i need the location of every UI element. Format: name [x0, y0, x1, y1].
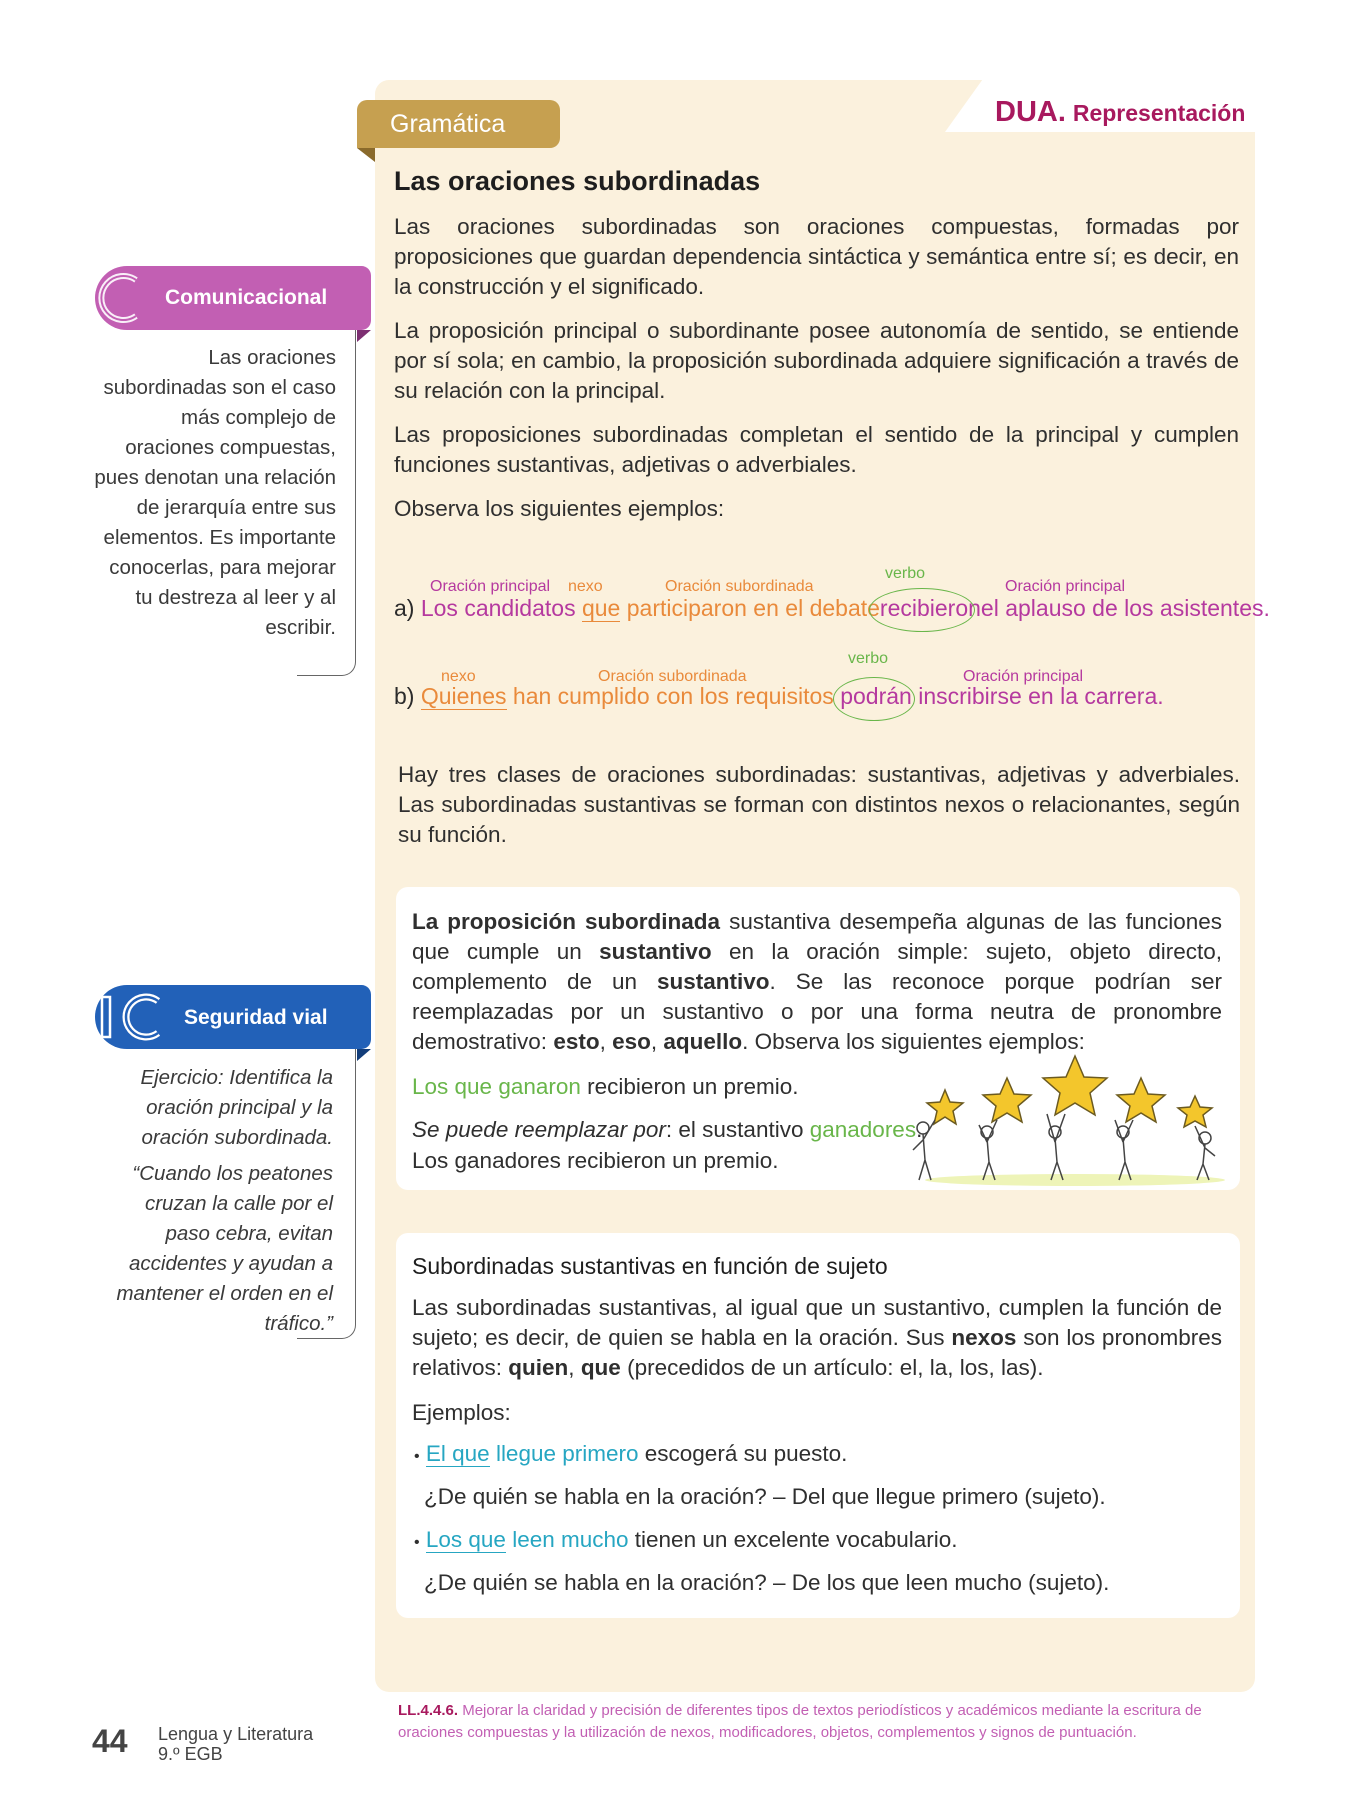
box1-paragraph: La proposición subordinada sustantiva desempeña algunas de las funciones que cumple un sustantivo en la oración simple: sujeto, objeto directo, complemento de un sustantivo. Se las reconoce porque podrían ser reemplazadas por un sustantivo o por una forma neutra de pronombre demostrativo: esto, eso, aquello. Observa los siguientes ejemplos: — [412, 909, 1222, 1054]
box1-example: Los que ganaron recibieron un premio. — [412, 1074, 799, 1099]
paragraph-3: Las proposiciones subordinadas completan el sentido de la principal y cumplen funciones sustantivas, adjetivas o adverbiales. — [394, 422, 1239, 477]
paragraph-4: Observa los siguientes ejemplos: — [394, 496, 725, 521]
dua-label: DUA. Representación — [995, 96, 1246, 128]
label-subordinada-a: Oración subordinada — [665, 578, 814, 595]
list-item-question: ¿De quién se habla en la oración? – De los que leen mucho (sujeto). — [424, 1570, 1110, 1595]
label-subordinada-b: Oración subordinada — [598, 668, 747, 685]
box1-result: Los ganadores recibieron un premio. — [412, 1148, 779, 1173]
sidebar-text-seguridad: Ejercicio: Identifica la oración principal y la oración subordinada. “Cuando los peatones cruzan la calle por el paso cebra, evitan accidentes y ayudan a mantener el orden en el tráfico.” — [116, 1066, 333, 1335]
label-principal-a1: Oración principal — [430, 578, 551, 595]
example-a: a) Los candidatos que participaron en el debaterecibieronel aplauso de los asistentes. — [394, 595, 1270, 621]
paragraph-5: Hay tres clases de oraciones subordinadas: sustantivas, adjetivas y adverbiales. Las subordinadas sustantivas se forman con distintos nexos o relacionantes, según su función. — [398, 762, 1240, 847]
list-item: • Los que leen mucho tienen un excelente vocabulario. — [414, 1527, 958, 1552]
box1-replace: Se puede reemplazar por: el sustantivo ganadores. — [412, 1117, 923, 1142]
star-icon — [983, 1078, 1031, 1122]
person-icon — [1115, 1120, 1133, 1180]
label-principal-a2: Oración principal — [1005, 578, 1126, 595]
person-icon — [913, 1120, 935, 1180]
box2-examples-label: Ejemplos: — [412, 1400, 511, 1425]
label-verbo-b: verbo — [848, 650, 889, 667]
person-icon — [1047, 1114, 1065, 1180]
page-number: 44 — [92, 1723, 128, 1759]
example-b: b) Quienes han cumplido con los requisitos podrán inscribirse en la carrera. — [394, 683, 1164, 709]
person-icon — [1195, 1126, 1215, 1180]
star-icon — [1117, 1078, 1165, 1122]
person-icon — [979, 1120, 997, 1180]
verb-circle-a — [869, 588, 975, 632]
section-tab-fold — [357, 148, 375, 162]
book-title: Lengua y Literatura 9.º EGB — [158, 1724, 314, 1764]
ground-shadow — [925, 1174, 1225, 1186]
list-item-question: ¿De quién se habla en la oración? – Del que llegue primero (sujeto). — [424, 1484, 1106, 1509]
paragraph-1: Las oraciones subordinadas son oraciones compuestas, formadas por proposiciones que guardan dependencia sintáctica y semántica entre sí; es decir, en la construcción y el significado. — [394, 214, 1239, 299]
sidebar-tab-fold — [357, 330, 371, 342]
page-title: Las oraciones subordinadas — [394, 166, 761, 196]
paragraph-2: La proposición principal o subordinante posee autonomía de sentido, se entiende por sí sola; en cambio, la proposición subordinada adquiere significación a través de su relación con la principal. — [394, 318, 1239, 403]
sidebar-text-comunicacional: Las oraciones subordinadas son el caso más complejo de oraciones compuestas, pues denotan una relación de jerarquía entre sus elementos. Es importante conocerlas, para mejorar tu destreza al leer y al escribir. — [94, 346, 336, 639]
box2-paragraph: Las subordinadas sustantivas, al igual que un sustantivo, cumplen la función de sujeto; es decir, de quien se habla en la oración. Sus nexos son los pronombres relativos: quien, que (precedidos de un artículo: el, la, los, las). — [412, 1295, 1222, 1380]
label-verbo-a: verbo — [885, 565, 926, 582]
section-tab-label: Gramática — [390, 110, 506, 138]
label-nexo-a: nexo — [568, 578, 603, 595]
list-item: • El que llegue primero escogerá su puesto. — [414, 1441, 848, 1466]
label-principal-b: Oración principal — [963, 668, 1084, 685]
sidebar-tab-fold — [357, 1049, 371, 1061]
verb-circle-b — [833, 677, 915, 721]
sidebar-title-comunicacional: Comunicacional — [165, 286, 328, 309]
label-nexo-b: nexo — [441, 668, 476, 685]
star-icon — [1178, 1096, 1212, 1127]
ic-letters-icon — [96, 987, 168, 1047]
box2-title: Subordinadas sustantivas en función de sujeto — [412, 1253, 888, 1279]
learning-objective: LL.4.4.6. Mejorar la claridad y precisión de diferentes tipos de textos periodísticos y académicos mediante la escritura de oraciones compuestas y la utilización de nexos, modificadores, objetos, complementos y signos de puntuación. — [398, 1702, 1202, 1741]
c-letter-icon — [96, 268, 146, 328]
sidebar-title-seguridad: Seguridad vial — [184, 1006, 328, 1029]
stars-illustration — [905, 1050, 1235, 1190]
star-icon — [1043, 1056, 1107, 1115]
info-box-sujeto — [396, 1233, 1240, 1618]
star-icon — [927, 1090, 963, 1124]
